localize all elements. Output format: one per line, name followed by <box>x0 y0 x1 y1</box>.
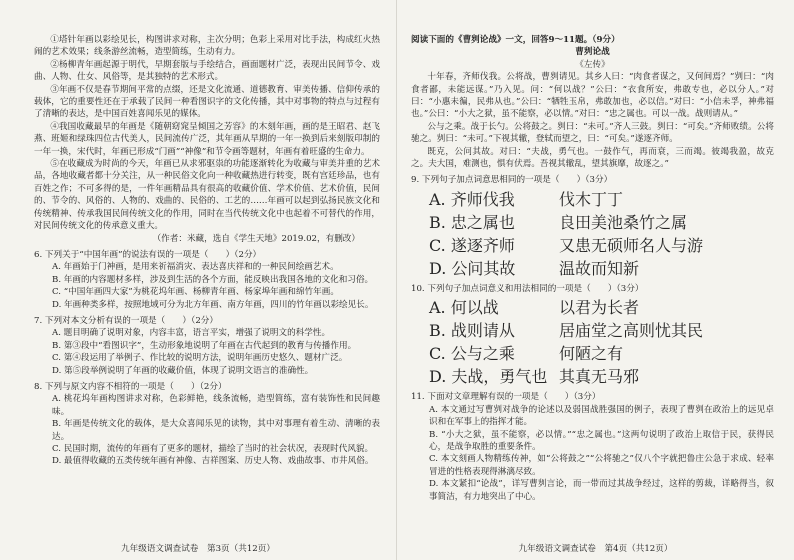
page-footer-left: 九年级语文调查试卷 第3页（共12页） <box>121 544 275 554</box>
passage-para-1: 十年春，齐师伐我。公将战，曹刿请见。其乡人曰：“肉食者谋之，又何间焉？”刿曰：“肉食者鄙，未能远谋。”乃入见。问：“何以战？”公曰：“衣食所安，弗敢专也，必以分人。”对曰：“小惠未徧，民弗从也。”公曰：“牺牲玉帛，弗敢加也，必以信。”对曰：“小信未孚，神弗福也。”公曰：“小大之狱，虽不能察，必以情。”对曰：“忠之属也。可以一战。战则请从。” <box>411 72 774 120</box>
reading-intro: 阅读下面的《曹刿论战》一文，回答9～11题。（9分） <box>411 35 620 45</box>
page-right <box>397 0 794 560</box>
q8-option-b: B. 年画是传统文化的载体，是大众喜闻乐见的读物，其中对事理有着生动、清晰的表达。 <box>52 419 380 442</box>
q8-option-c: C. 民国时期，流传的年画有了更多的题材，描绘了当时的社会状况，表现时代风貌。 <box>52 444 374 454</box>
para-1: ①塔针年画以彩绘见长，构图讲求对称，主次分明；色彩上采用对比手法，构成红火热闹的艺术效果；线条游丝流畅，造型简练，生动有力。 <box>34 35 380 58</box>
q11-option-d: D. 本文紧扣“论战”，详写曹刿言论，而一带而过其战争经过，这样的剪裁，详略得当，叙事简洁，有力地突出了中心。 <box>429 479 774 502</box>
q9-option-c: C. 遂逐齐师 又患无硕师名人与游 <box>429 235 704 255</box>
q7-option-c: C. 第④段运用了举例子、作比较的说明方法，说明年画历史悠久、题材广泛。 <box>52 353 348 364</box>
question-7-stem: 7. 下列对本文分析有误的一项是（ ）（2分） <box>34 315 218 326</box>
para-5: ⑤在收藏成为时尚的今天，年画已从求邪驱祟的功能逐渐转化为收藏与审美并重的艺术品，各地收藏者都十分关注，从一种民俗文化向一种收藏热进行转变，既有宫廷珍品，也有百姓之作；不可多得的是，一件年画精品具有很高的收藏价值、学术价值、艺术价值，民间的、节令的、风俗的、人物的、戏曲的、民俗的、工艺的……年画可以起到弘扬民族文化和传统精神、传承我国民间传统文化的作用，同时在当代传统文化中也起着不可替代的作用，对民间传统文化的传承意义重大。 <box>34 159 380 232</box>
q9-option-a: A. 齐师伐我 伐木丁丁 <box>429 189 624 209</box>
question-6-stem: 6. 下列关于“中国年画”的说法有误的一项是（ ）（2分） <box>34 249 262 260</box>
q7-option-d: D. 第⑤段举例说明了年画的收藏价值，体现了说明文语言的准确性。 <box>52 365 314 376</box>
q7-option-b: B. 第③段中“看图识字”，生动形象地说明了年画在古代起到的教育与传播作用。 <box>52 340 357 351</box>
passage-para-3: 既克，公问其故。对曰：“夫战，勇气也。一鼓作气，再而衰，三而竭。彼竭我盈，故克之。夫大国，难测也，惧有伏焉。吾视其辙乱，望其旗靡，故逐之。” <box>411 146 774 170</box>
source-line: （作者：米藏，选自《学生天地》2019.02，有删改） <box>152 233 360 244</box>
para-2: ②杨柳青年画起源于明代，早期套版与手绘结合，画面题材广泛，表现出民间节令、戏曲、人物、仕女、风俗等，是其独特的艺术形式。 <box>34 59 380 83</box>
question-8-stem: 8. 下列与原文内容不相符的一项是（ ）（2分） <box>34 381 227 392</box>
q10-option-d: D. 夫战，勇气也 其真无马邪 <box>429 367 640 387</box>
q10-option-c: C. 公与之乘 何陋之有 <box>429 344 624 364</box>
q6-option-b: B. 年画的内容题材多样，涉及到生活的各个方面，能反映出我国各地的文化和习俗。 <box>52 274 374 285</box>
page-footer-right: 九年级语文调查试卷 第4页（共12页） <box>518 544 673 554</box>
q11-option-b: B. “小大之狱，虽不能察，必以情。”“忠之属也。”这两句说明了政治上取信于民，获得民心，是战争取胜的重要条件。 <box>429 429 774 452</box>
q8-option-d: D. 最值得收藏的五类传统年画有神像、吉祥图案、历史人物、戏曲故事、市井风俗。 <box>52 456 374 467</box>
para-3: ③年画不仅是春节期间平常的点缀，还是文化流通、道德教育、审美传播、信仰传承的载体，它的重要性还在于承载了民间一种看图识字的文化传播，其中对事物的特点与过程有了清晰的表达，是中国百姓喜闻乐见的媒体。 <box>34 84 380 120</box>
question-11-stem: 11. 下面对文章理解有误的一项是（ ）（3分） <box>411 392 601 403</box>
q7-option-a: A. 题目明确了说明对象，内容丰富，语言平实，增强了说明文的科学性。 <box>52 328 331 339</box>
q8-option-a: A. 桃花坞年画构图讲求对称，色彩鲜艳，线条流畅，造型简练，富有装饰性和民间趣味。 <box>52 394 380 417</box>
q11-option-a: A. 本文通过写曹刿对战争的论述以及弱国战胜强国的例子，表现了曹刿在政治上的远见卓识和在军事上的指挥才能。 <box>429 404 774 428</box>
q9-option-d: D. 公问其故 温故而知新 <box>429 258 640 278</box>
question-10-stem: 10. 下列句子加点词意义和用法相同的一项是（ ）（3分） <box>411 283 644 294</box>
q11-option-c: C. 本文刻画人物精练传神，如“公将鼓之”“公将驰之”仅八个字就把鲁庄公急于求成、轻率冒进的性格表现得淋漓尽致。 <box>429 454 774 477</box>
passage-author: 《左传》 <box>575 59 610 70</box>
q9-option-b: B. 忠之属也 良田美池桑竹之属 <box>429 212 688 232</box>
passage-para-2: 公与之乘。战于长勺。公将鼓之。刿曰：“未可。”齐人三鼓。刿曰：“可矣。”齐师败绩。公将驰之。刿曰：“未可。”下视其辙，登轼而望之，曰：“可矣。”遂逐齐师。 <box>411 121 774 145</box>
q10-option-a: A. 何以战 以君为长者 <box>429 298 640 318</box>
question-9-stem: 9. 下列句子加点词意思相同的一项是（ ）（3分） <box>411 175 613 186</box>
passage-title: 曹刿论战 <box>575 47 610 58</box>
q6-option-c: C. “中国年画四大家”为桃花坞年画、杨柳青年画、杨家埠年画和绵竹年画。 <box>52 287 339 298</box>
q10-option-b: B. 战则请从 居庙堂之高则忧其民 <box>429 321 704 341</box>
para-4: ④我国收藏最早的年画是《随朝窈窕呈倾国之芳容》的木刻年画，画的是王昭君、赵飞燕、班姬和绿珠四位古代美人，民间流传广泛，其年画从早期的一年一换到后来刻版印制的一年一换，宋代时，年画已形成“门画”“神像”和节令画等题材，年画有着旺盛的生命力。 <box>34 121 380 157</box>
q6-option-a: A. 年画始于门神画，是用来祈福消灾、表达喜庆祥和的一种民间绘画艺术。 <box>52 262 339 273</box>
q6-option-d: D. 年画种类多样，按照地域可分为北方年画、南方年画，四川的竹年画以彩绘见长。 <box>52 299 374 310</box>
